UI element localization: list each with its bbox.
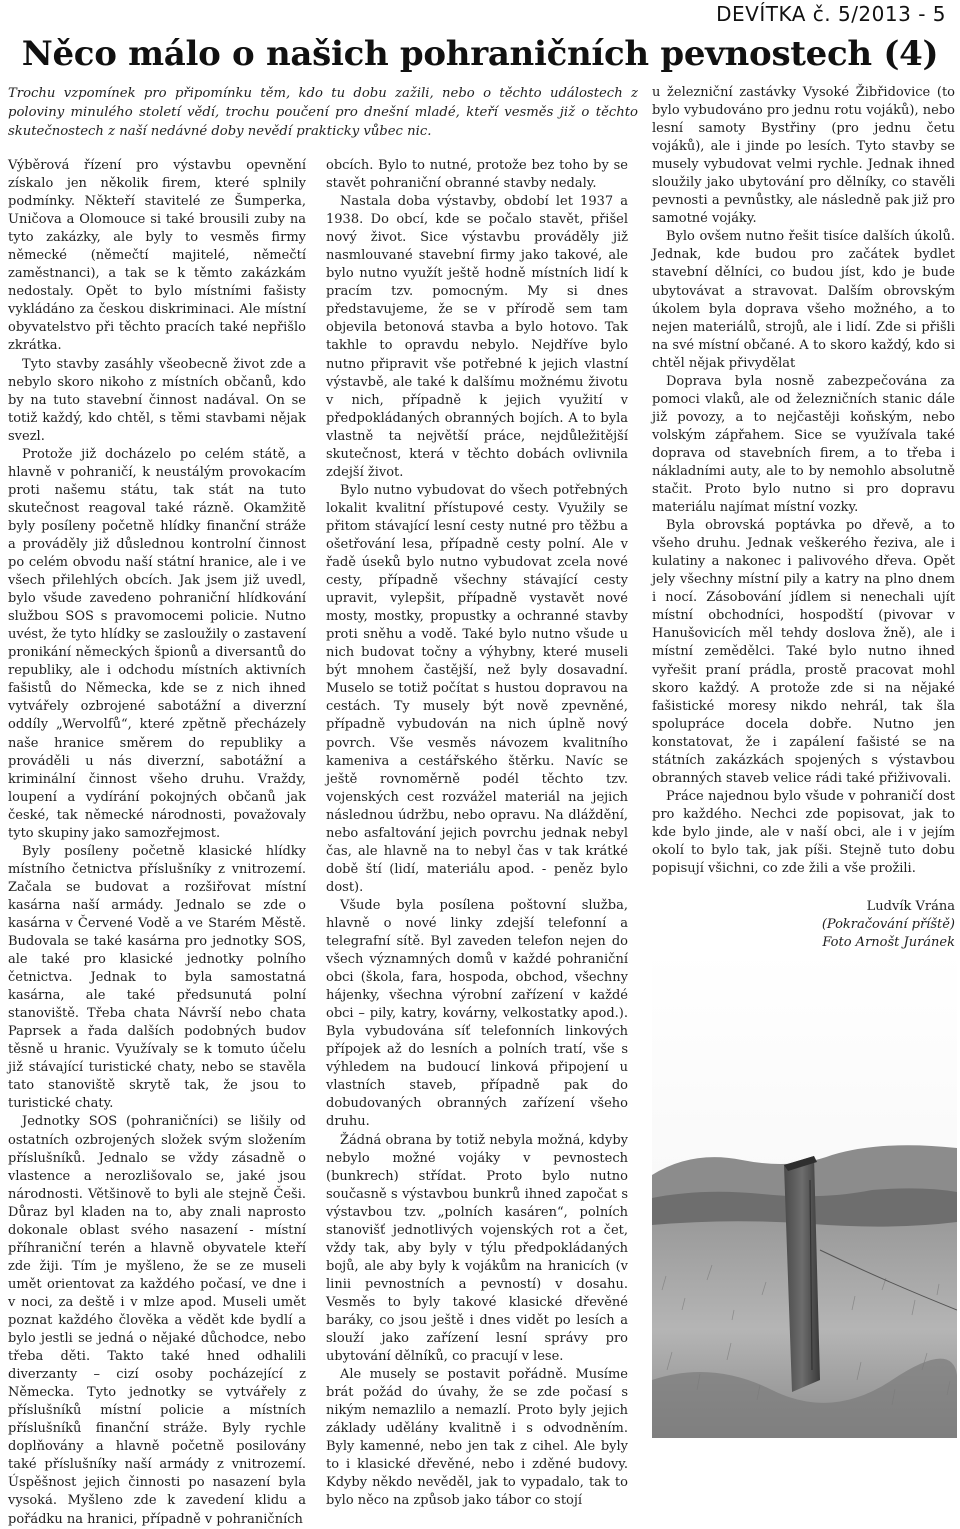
paragraph: Protože již docházelo po celém státě, a hlavně v pohraničí, k neustálým provokacím proti našemu státu, tak stát na tuto skutečnost reagoval také rázně. Okamžitě byly posíleny početně hlídky finanční stráže a prováděly již důslednou kontrolní činnost po celém obvodu naší státní hranice, ale i ve všech přilehlých obcích. Jak jsem již uvedl, bylo všude zavedeno pohraniční hlídkování službou SOS s pravomocemi policie. Nutno uvést, že tyto hlídky se zasloužily o zastavení pronikání německých špionů a diversantů do republiky, ale i odchodu místních aktivních fašistů do Německa, kde se z nich ihned vytvářely ozbrojené sabotážní a diverzní oddíly „Wervolfů“, které zpětně přecházely naše hranice směrem do republiky a prováděli u nás diverzní, sabotážní a kriminální činnost všeho druhu. Vraždy, loupení a vydírání pokojných občanů jak české, tak německé národnosti, považovaly tyto skupiny jako samozřejmost. bbox=[8, 446, 306, 841]
paragraph: Žádná obrana by totiž nebyla možná, kdyby nebylo možné vojáky v pevnostech (bunkrech) střídat. Proto bylo nutno současně s výstavbou bunkrů ihned započat s výstavbou tzv. „polních kasáren“, polních stanovišť jednotlivých vojenských rot a čet, vždy tak, aby byly v týlu předpokládaných bojů, ale aby byly k vojákům na hranicích (v linii pevnostních a pevností) v dosahu. Vesměs to byly takové klasické dřevěné baráky, co jsou ještě i dnes vidět po lesích a slouží jako zařízení lesní správy pro ubytování dělníků, co pracují v lese. bbox=[326, 1132, 628, 1365]
paragraph: Ale musely se postavit pořádně. Musíme brát požád do úvahy, že se zde počasí s nikým nemazlilo a nemazlí. Proto byly jejich základy udělány kvalitně i s odvodněním. Byly kamenné, nebo jen tak z cihel. Ale byly to i klasické dřevěné, nebo i zděné budovy. Kdyby někdo nevěděl, jak to vypadalo, tak to bylo něco na způsob jako tábor co stojí bbox=[326, 1367, 628, 1509]
paragraph: Tyto stavby zasáhly všeobecně život zde a nebylo skoro nikoho z místních občanů, kdo by na tuto stavební činnost nadával. On se totiž každý, kdo chtěl, s těmi stavbami nějak svezl. bbox=[8, 356, 306, 444]
article-lead: Trochu vzpomínek pro připomínku těm, kdo tu dobu zažili, nebo o těchto událostech z poloviny minulého století vědí, trochu poučení pro dnešní mladé, kteří vesměs již o těchto skutečnostech z naší nedávné doby nevědí prakticky vůbec nic. bbox=[8, 86, 638, 139]
paragraph: Bylo nutno vybudovat do všech potřebných lokalit kvalitní přístupové cesty. Využily se přitom stávající lesní cesty nutné pro těžbu a ošetřování lesa, případně cesty polní. Ale v řadě úseků bylo nutno vybudovat zcela nové cesty, případně všechny stávající cesty upravit, vylepšit, případně vystavět nové mosty, mostky, propustky a ochranné stavby proti sněhu a vodě. Také bylo nutno všude u nich budovat točny a výhybny, které museli být mnohem častější, než byly dosavadní. Muselo se totiž počítat s hustou dopravou na cestách. Ty musely být nově zpevněné, případně vybudován na nich úplně nový povrch. Vše vesměs návozem kvalitního kameniva a cestářského štěrku. Navíc se ještě rovnoměrně podél těchto tzv. vojenských cest rozvážel materiál na jejich následnou údržbu, nebo opravu. Na dláždění, nebo asfaltování jejich povrchu jednak nebyl čas, ale hlavně na to nebyl čas v tak krátké době ští (lidí, materiálu apod. - peněz bylo dost). bbox=[326, 482, 628, 895]
article-title: Něco málo o našich pohraničních pevnostech (4) bbox=[21, 34, 939, 74]
paragraph: Nastala doba výstavby, období let 1937 a 1938. Do obcí, kde se počalo stavět, přišel nový život. Sice výstavbu prováděly již nasmlouvané stavební firmy jako takové, ale bylo nutno využít ještě hodně místních lidí k pracím tzv. pomocným. My si dnes představujeme, že se v přírodě sem tam objevila betonová stavba a bylo hotovo. Tak takhle to opravdu nebylo. Nejdříve bylo nutno připravit vše potřebné k jejich vlastní výstavbě, ale také k dalšímu možnému životu v nich, případně k jejich využití v předpokládaných obranných bojích. A to byla vlastně ta největší práce, nejdůležitější skutečnost, která v těchto dobách ovlivnila zdejší život. bbox=[326, 194, 628, 480]
paragraph: u železniční zastávky Vysoké Žibřidovice (to bylo vybudováno pro jednu rotu vojáků), nebo lesní samoty Bystřiny (pro jednu četu vojáků), ale i jinde po lesích. Tyto stavby se musely vybudovat velmi rychle. Jednak ihned sloužily jako ubytování pro dělníky, co stavěli pevnosti a pevnůstky, ale následně pak již pro samotné vojáky. bbox=[652, 85, 955, 227]
paragraph: Výběrová řízení pro výstavbu opevnění získalo jen několik firem, které splnily podmínky. Někteří stavitelé ze Šumperka, Uničova a Olomouce si také brousili zuby na tyto zakázky, ale byly to vesměs firmy německé (němečtí majitelé, němečtí zaměstnanci), a tak se k těmto zakázkám nedostaly. Opět to bylo místními fašisty vykládáno za českou diskriminaci. Ale místní obyvatelstvo při těchto pracích také nepřišlo zkrátka. bbox=[8, 158, 306, 354]
paragraph: Práce najednou bylo všude v pohraničí dost pro každého. Nechci zde popisovat, jak to kde bylo jinde, ale v naší obci, ale i v jejím okolí to bylo tak, jak píši. Stejně tuto dobu popisují všichni, co zde žili a vše prožili. bbox=[652, 788, 955, 877]
paragraph: Bylo ovšem nutno řešit tisíce dalších úkolů. Jednak, kde budou pro začátek bydlet stavební dělníci, co budou jíst, kdo je bude ubytovávat a stravovat. Dalším obrovským úkolem byla doprava všeho možného, a to nejen materiálů, strojů, ale i lidí. Zde si přišli na své místní občané. A to skoro každý, kdo si chtěl nějak přivydělat bbox=[652, 229, 955, 371]
photo-credit: Foto Arnošt Juránek bbox=[822, 935, 955, 951]
paragraph: Doprava byla nosně zabezpečována za pomoci vlaků, ale od železničních stanic dále již povozy, a to nejčastěji koňským, nebo volským zápřahem. Sice se využívala také doprava od stavebních firem, a to třeba i nákladními auty, ale to by nemohlo absolutně stačit. Proto bylo nutno si pro dopravu materiálu najímat místní vozky. bbox=[652, 373, 955, 516]
continued-note: (Pokračování příště) bbox=[821, 917, 955, 933]
column-3 bbox=[652, 84, 955, 952]
column-2 bbox=[326, 157, 628, 1511]
landscape-photo bbox=[652, 950, 957, 1438]
paragraph: Byly posíleny početně klasické hlídky místního četnictva příslušníky z vnitrozemí. Začala se budovat a rozšiřovat místní kasárna naší armády. Jednalo se zde o kasárna v Červené Vodě a ve Starém Městě. Budovala se také kasárna pro jednotky SOS, ale také pro klasické jednotky polního četnictva. Jednak to byla samostatná kasárna, ale také předsunutá polní stanoviště. Třeba chata Návrší nebo chata Paprsek a řada dalších podobných budov těsně u hranic. Využívaly se k tomuto účelu již stávající turistické chaty, nebo se stavěla tato stanoviště skrytě tak, že jsou to turistické chaty. bbox=[8, 843, 306, 1112]
author-name: Ludvík Vrána bbox=[866, 899, 955, 915]
column-1 bbox=[8, 157, 306, 1529]
paragraph: Jednotky SOS (pohraničníci) se lišily od ostatních ozbrojených složek svým složením příslušníků. Jednalo se vždy zásadně o vlastence a nerozlišovalo se, jaké jsou národnosti. Většinově to byli ale stejně Češi. Důraz byl kladen na to, aby znali naprosto dokonale oblast svého nasazení - místní příhraniční terén a hlavně obyvatele kteří zde žiji. Tím je myšleno, že se ze museli umět orientovat za každého počasí, ve dne i v noci, za deště i v mlze apod. Museli umět poznat každého člověka a vědět kde bydlí a bylo jestli se jedná o nějaké důchodce, nebo třeba děti. Takto také hned odhalili diverzanty – cizí osoby pocházející z Německa. Tyto jednotky se vytvářely z příslušníků místní policie a místních příslušníků finanční stráže. Byly rychle doplňovány a hlavně početně posilovány také příslušníky naší armády z vnitrozemí. Úspěšnost jejich činnosti po nasazení byla vysoká. Myšleno zde k zavedení klidu a pořádku na hranici, případně v pohraničních bbox=[8, 1114, 306, 1527]
paragraph: obcích. Bylo to nutné, protože bez toho by se stavět pohraniční obranné stavby nedaly. bbox=[326, 158, 628, 192]
paragraph: Byla obrovská poptávka po dřevě, a to všeho druhu. Jednak veškerého řeziva, ale i kulatiny a nakonec i palivového dřeva. Opět jely všechny místní pily a katry na plno dnem i nocí. Zásobování jídlem si nenechali ujít místní obchodníci, hospodští (pivovar v Hanušovicích měl tehdy doslova žně), ale i místní zemědělci. Také bylo nutno ihned vyřešit praní prádla, prostě pracovat mohl skoro každý. A protože zde si na nějaké fašistické moresy nikdo nehrál, tak šla spolupráce docela dobře. Nutno jen konstatovat, že i zapálení fašisté se na státních zakázkách spojených s výstavbou obranných staveb velice rádi také přiživovali. bbox=[652, 518, 955, 786]
running-head: DEVÍTKA č. 5/2013 - 5 bbox=[716, 2, 946, 26]
paragraph: Všude byla posílena poštovní služba, hlavně o nové linky zdejší telefonní a telegrafní sítě. Byl zaveden telefon nejen do všech významných domů v každé pohraniční obci (škola, fara, hospoda, obchod, všechny hájenky, všechna výrobní zařízení v každé obci – pily, katry, kovárny, velkostatky apod.). Byla vybudována síť telefonních linkových přípojek až do lesních a polních tratí, vše s výhledem na budoucí linková připojení u vlastních staveb, případně pak do dobudovaných obranných zařízení všeho druhu. bbox=[326, 897, 628, 1130]
